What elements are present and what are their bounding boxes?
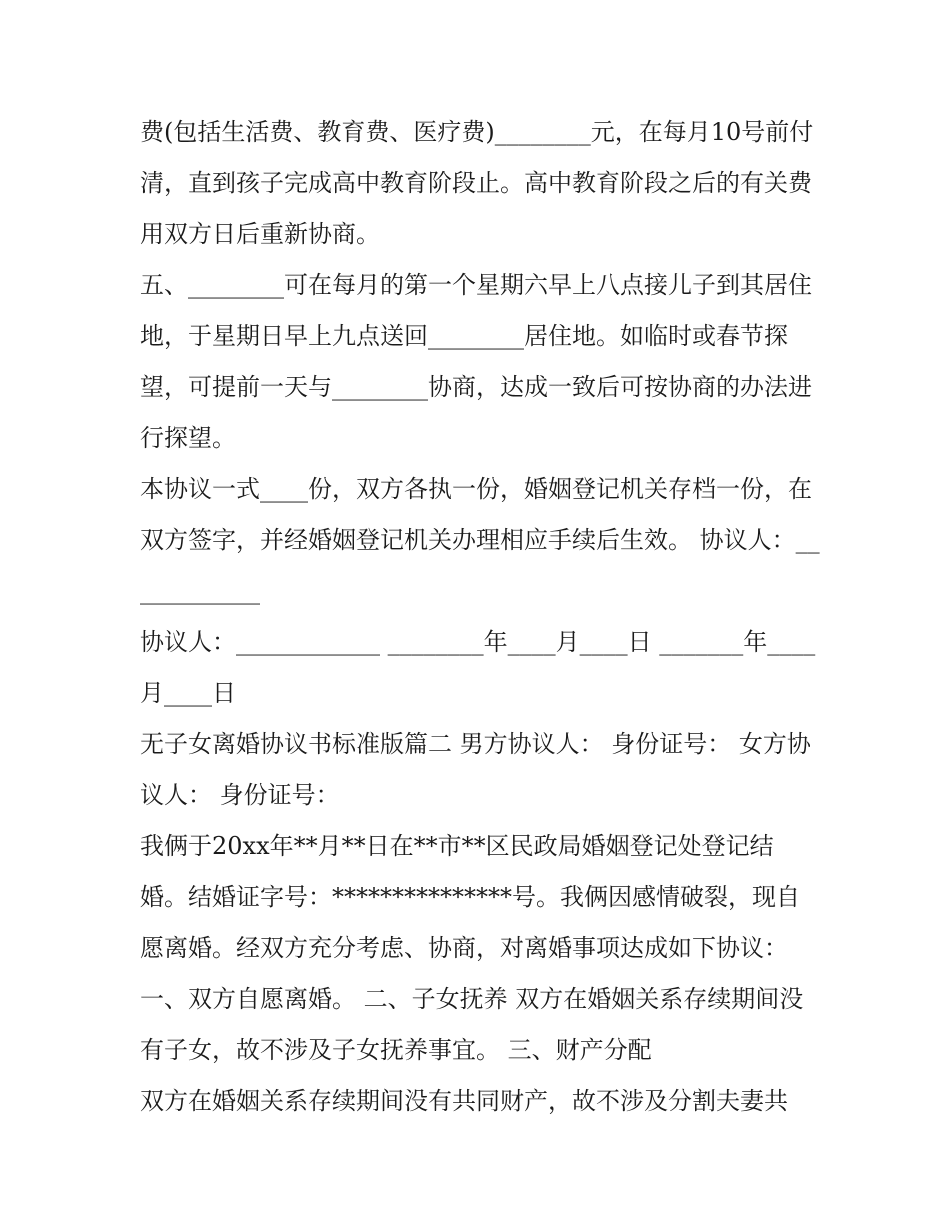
paragraph-signature-dates: 协议人：____________ ________年____月____日 _______年____月____日 [140, 628, 816, 707]
paragraph-marriage-statement: 我俩于20xx年**月**日在**市**区民政局婚姻登记处登记结婚。结婚证字号：***************号。我俩因感情破裂，现自愿离婚。经双方充分考虑、协商，对离婚事项达成如下协议：一、双方自愿离婚。 二、子女抚养 双方在婚姻关系存续期间没有子女，故不涉及子女抚养事宜。 三、财产分配 [140, 832, 804, 1064]
paragraph-property-clause: 双方在婚姻关系存续期间没有共同财产，故不涉及分割夫妻共 [140, 1087, 788, 1115]
paragraph-visitation-clause: 五、________可在每月的第一个星期六早上八点接儿子到其居住地，于星期日早上九点送回________居住地。如临时或春节探望，可提前一天与________协商，达成一致后可按协商的办法进行探望。 [140, 271, 812, 452]
paragraph-copies-and-effect: 本协议一式____份，双方各执一份，婚姻登记机关存档一份，在双方签字，并经婚姻登记机关办理相应手续后生效。 协议人：____________ [140, 475, 820, 605]
document-body [140, 107, 820, 1127]
paragraph-child-support-payment: 费(包括生活费、教育费、医疗费)________元，在每月10号前付清，直到孩子完成高中教育阶段止。高中教育阶段之后的有关费用双方日后重新协商。 [140, 118, 814, 248]
paragraph-second-template-heading: 无子女离婚协议书标准版篇二 男方协议人： 身份证号： 女方协议人： 身份证号： [140, 730, 811, 809]
